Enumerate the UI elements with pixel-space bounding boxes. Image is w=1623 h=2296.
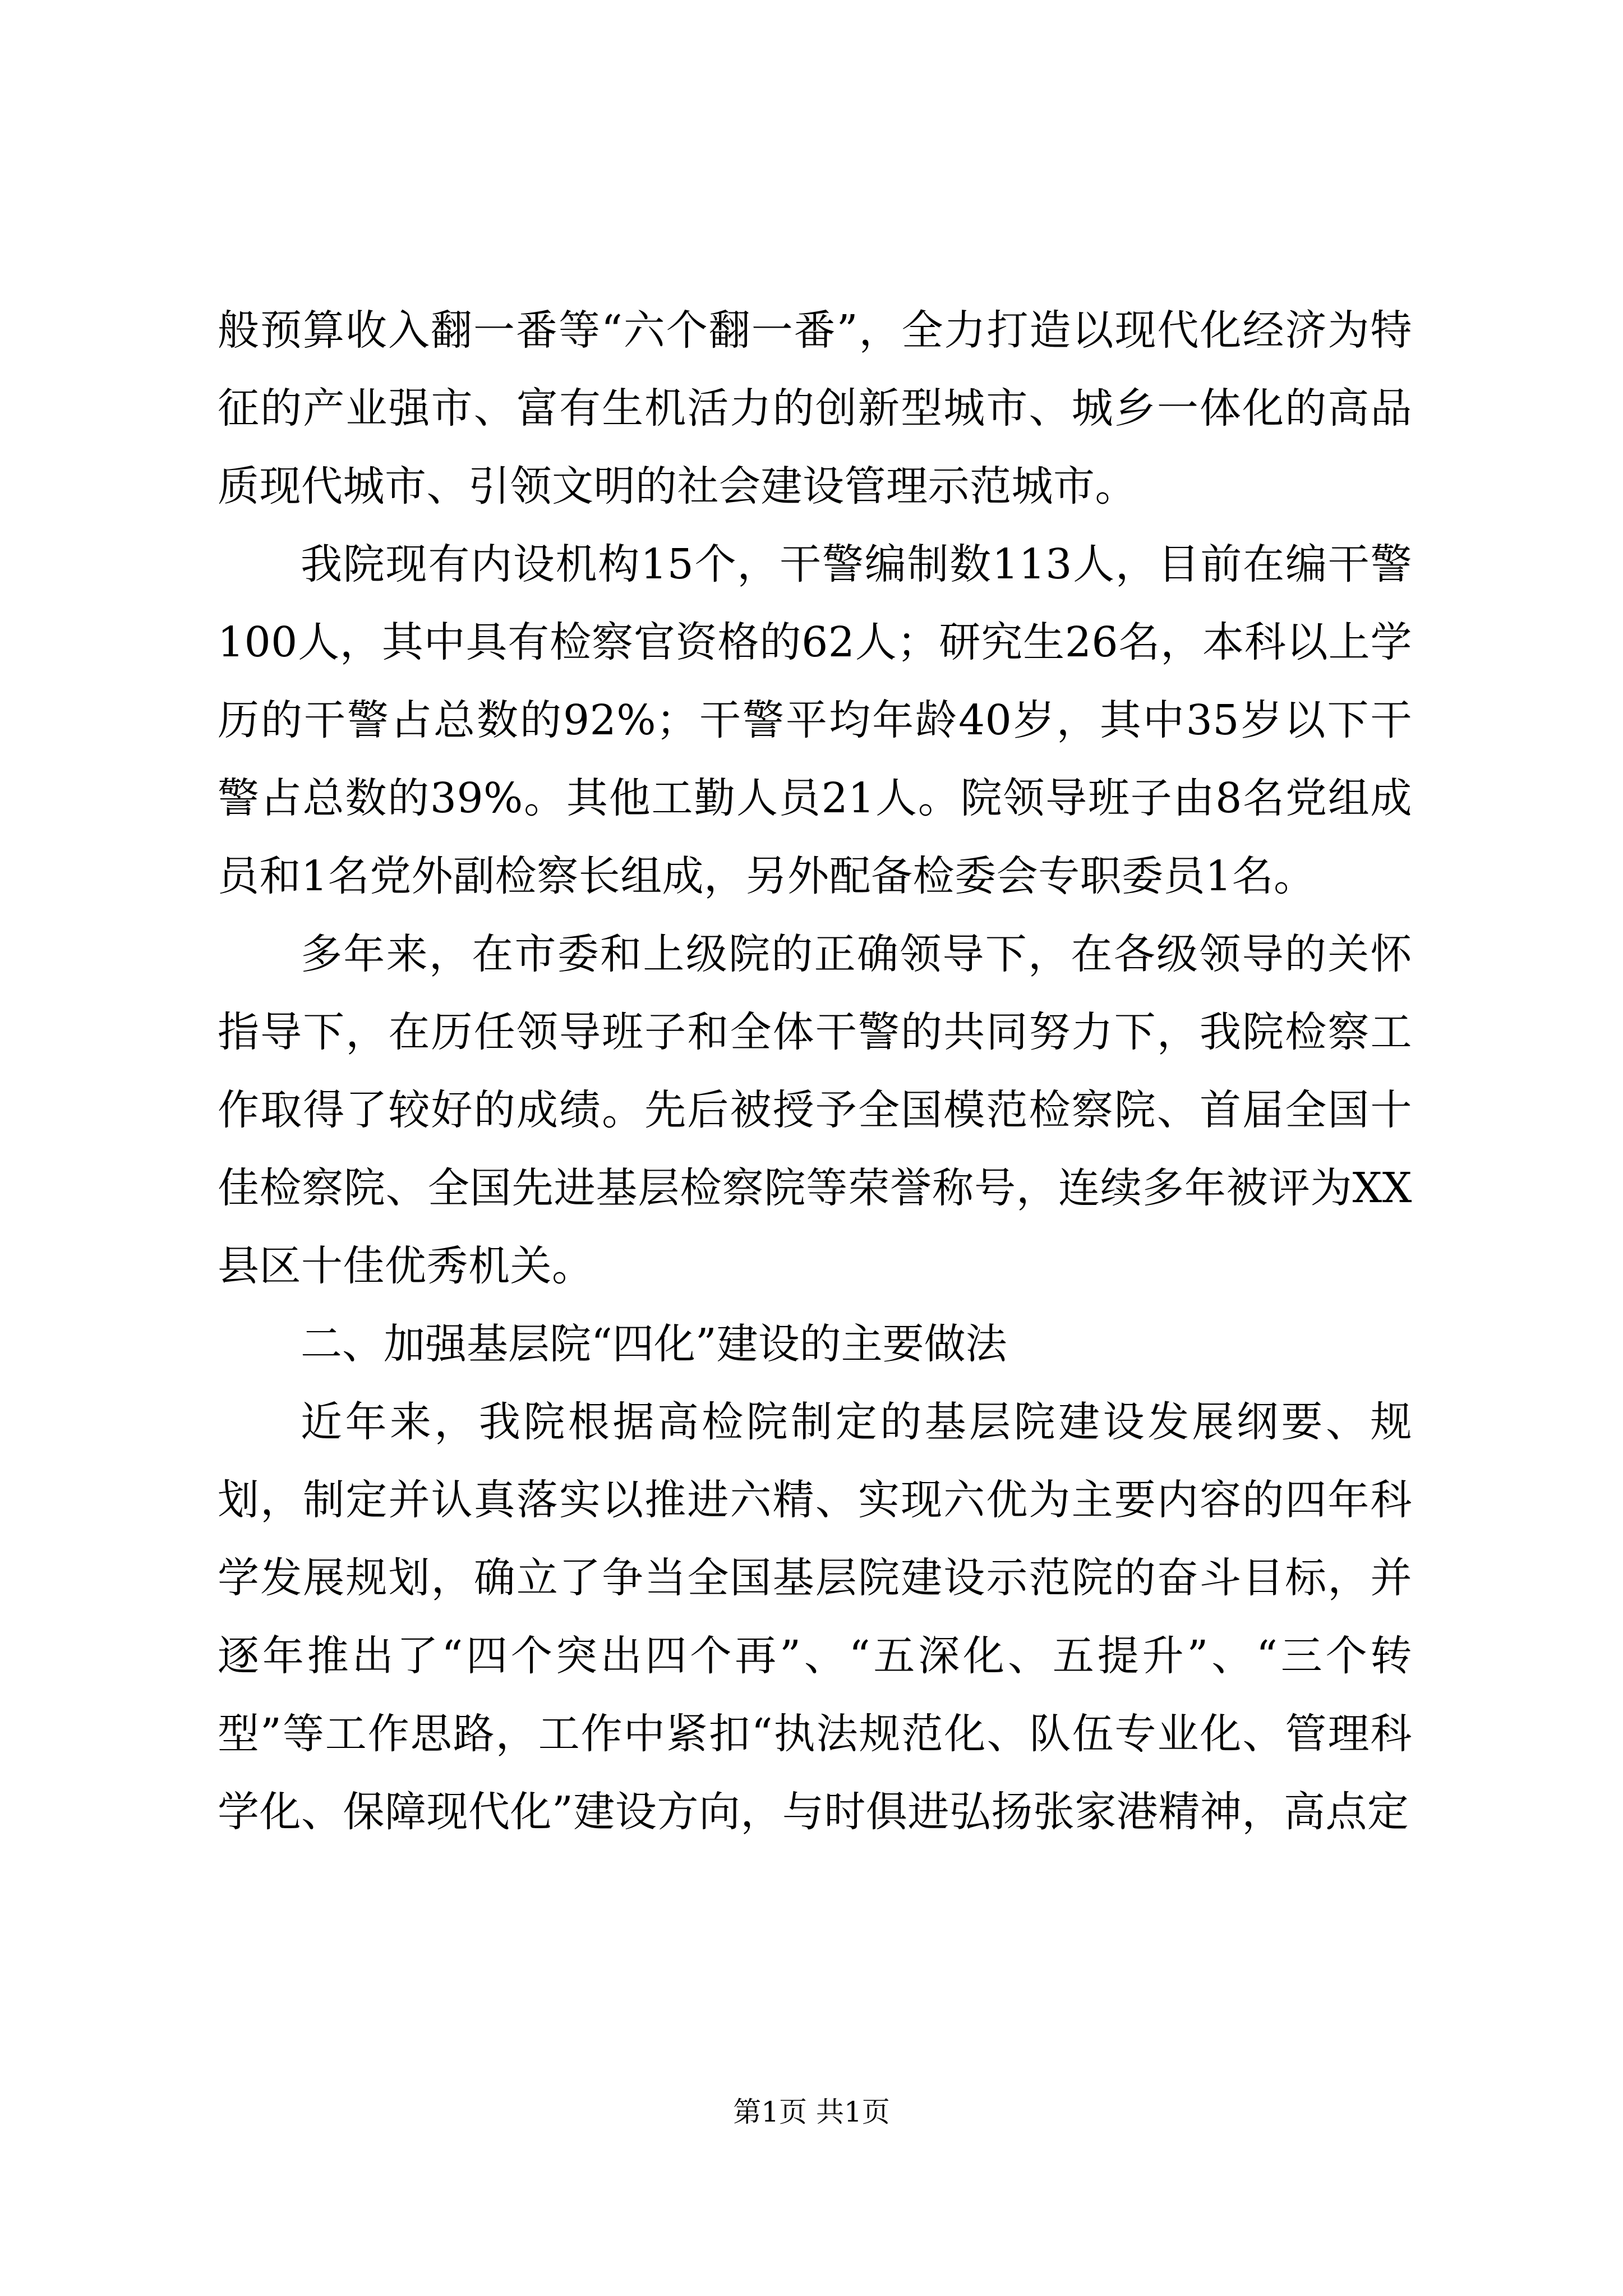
page-footer bbox=[0, 2092, 1623, 2132]
paragraph-achievements: 多年来，在市委和上级院的正确领导下，在各级领导的关怀指导下，在历任领导班子和全体干警的共同努力下，我院检察工作取得了较好的成绩。先后被授予全国模范检察院、首届全国十佳检察院、全国先进基层检察院等荣誉称号，连续多年被评为XX县区十佳优秀机关。 bbox=[218, 930, 1412, 1290]
document-body bbox=[218, 292, 1412, 1851]
paragraph-main-practices: 近年来，我院根据高检院制定的基层院建设发展纲要、规划，制定并认真落实以推进六精、实现六优为主要内容的四年科学发展规划，确立了争当全国基层院建设示范院的奋斗目标，并逐年推出了“四个突出四个再”、“五深化、五提升”、“三个转型”等工作思路，工作中紧扣“执法规范化、队伍专业化、管理科学化、保障现代化”建设方向，与时俱进弘扬张家港精神，高点定 bbox=[218, 1398, 1412, 1836]
paragraph-staffing: 我院现有内设机构15个，干警编制数113人，目前在编干警100人，其中具有检察官资格的62人；研究生26名，本科以上学历的干警占总数的92%；干警平均年龄40岁，其中35岁以下干警占总数的39%。其他工勤人员21人。院领导班子由8名党组成员和1名党外副检察长组成，另外配备检委会专职委员1名。 bbox=[218, 540, 1412, 900]
paragraph-continuation: 般预算收入翻一番等“六个翻一番”，全力打造以现代化经济为特征的产业强市、富有生机活力的创新型城市、城乡一体化的高品质现代城市、引领文明的社会建设管理示范城市。 bbox=[218, 306, 1412, 510]
section-heading: 二、加强基层院“四化”建设的主要做法 bbox=[301, 1320, 1007, 1368]
page-number-label: 第1页 共1页 bbox=[733, 2096, 890, 2128]
